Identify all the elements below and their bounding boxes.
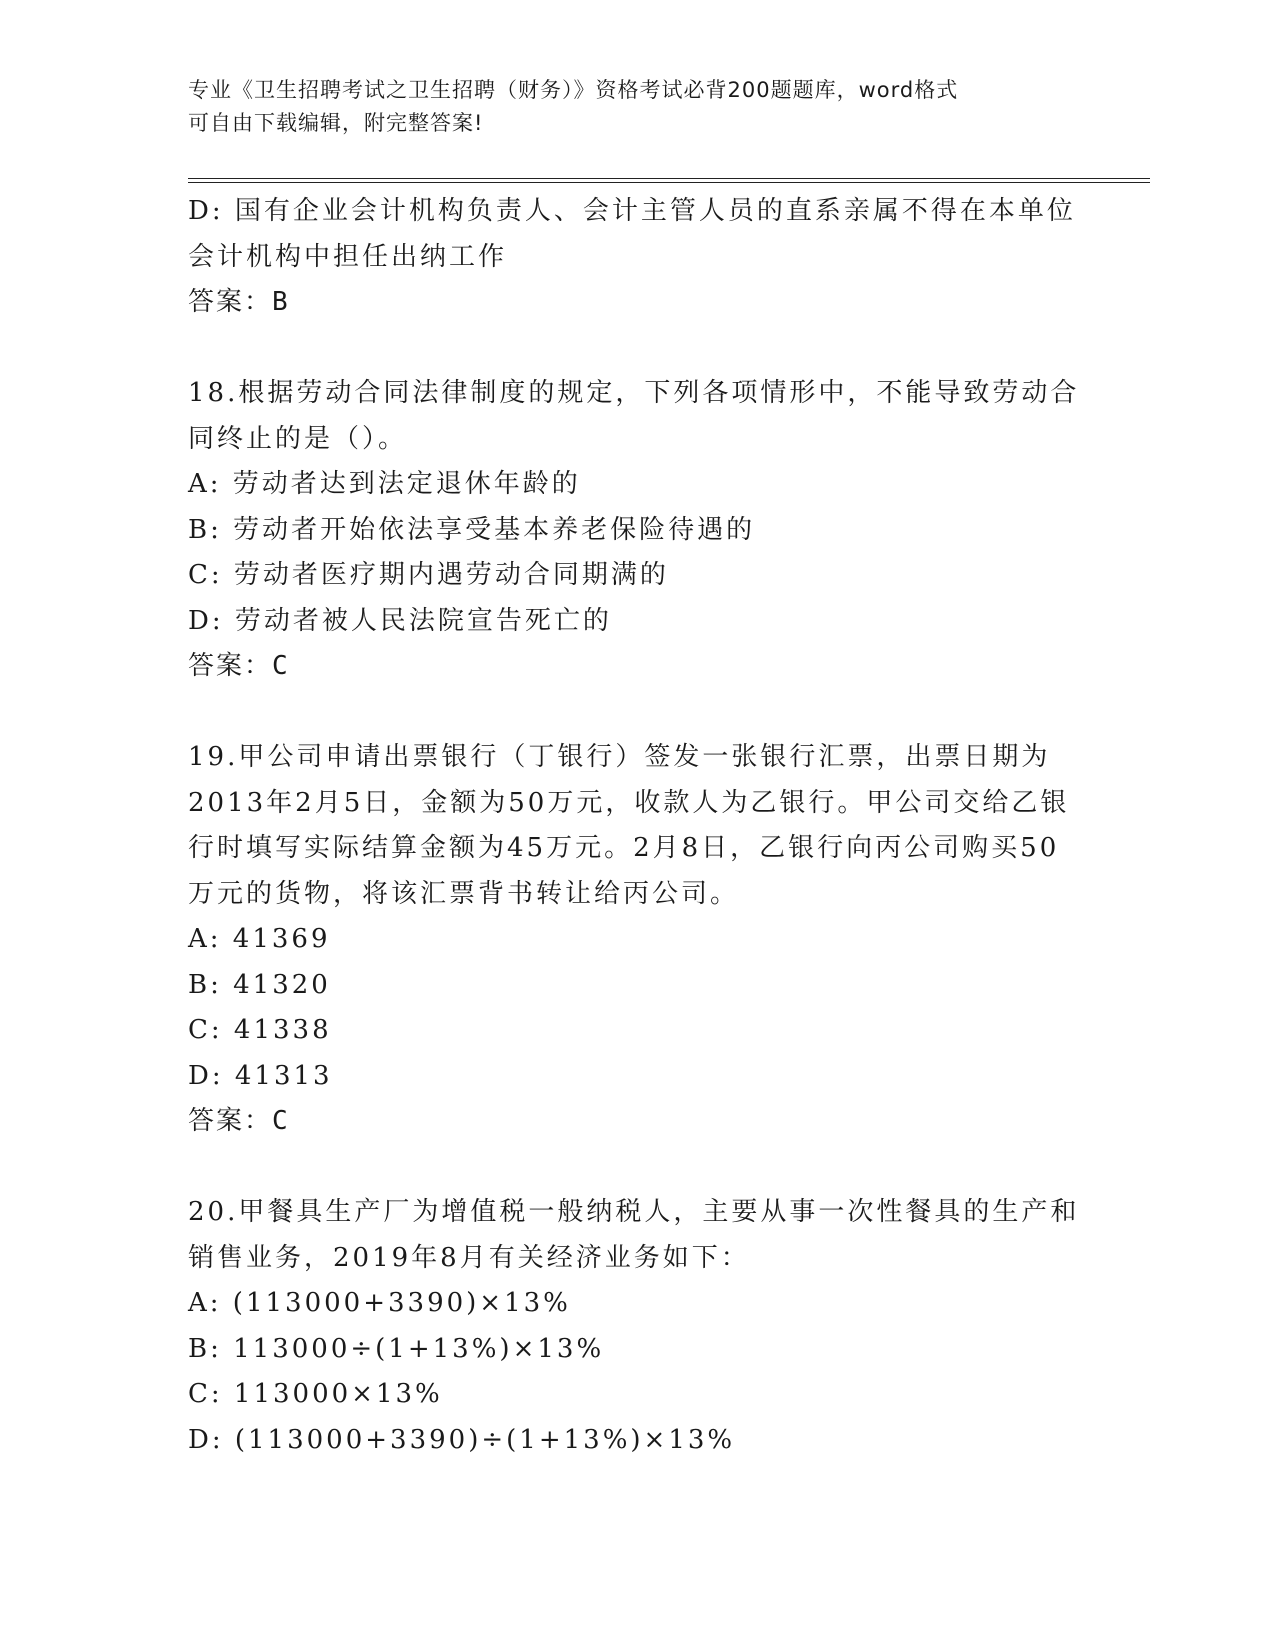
option-a: A: (113000+3390)×13% [188, 1288, 571, 1318]
answer-value: C [272, 1106, 290, 1136]
option-d-line-2: 会计机构中担任出纳工作 [188, 241, 508, 272]
option-a: A: 劳动者达到法定退休年龄的 [188, 469, 581, 499]
answer-line [188, 644, 1088, 690]
question-stem-line: 2013年2月5日，金额为50万元，收款人为乙银行。甲公司交给乙银 [188, 787, 1070, 818]
option-d: D: 41313 [188, 1060, 333, 1091]
header-title-line-1: 专业《卫生招聘考试之卫生招聘（财务）》资格考试必背200题题库，word格式 [188, 78, 959, 102]
option-c: C: 113000×13% [188, 1379, 443, 1409]
question-19 [188, 735, 1088, 1145]
answer-line [188, 1099, 1088, 1145]
option-d-line-1: D: 国有企业会计机构负责人、会计主管人员的直系亲属不得在本单位 [188, 196, 1076, 226]
spacer [188, 1145, 1088, 1191]
option-d: D: (113000+3390)÷(1+13%)×13% [188, 1424, 736, 1455]
option-b: B: 113000÷(1+13%)×13% [188, 1333, 605, 1364]
question-stem-line: 销售业务，2019年8月有关经济业务如下： [188, 1242, 750, 1273]
header-title-line-2: 可自由下载编辑，附完整答案! [188, 111, 484, 135]
option-c: C: 41338 [188, 1015, 332, 1045]
answer-label: 答案： [188, 651, 273, 681]
spacer [188, 690, 1088, 736]
question-stem-line: 20.甲餐具生产厂为增值税一般纳税人，主要从事一次性餐具的生产和 [188, 1197, 1080, 1227]
answer-label: 答案： [188, 1106, 273, 1136]
option-a: A: 41369 [188, 924, 331, 954]
question-17-fragment [188, 189, 1088, 326]
header-divider [188, 178, 1150, 183]
question-stem-line: 行时填写实际结算金额为45万元。2月8日，乙银行向丙公司购买50 [188, 833, 1060, 863]
document-body [188, 189, 1088, 1463]
option-c: C: 劳动者医疗期内遇劳动合同期满的 [188, 560, 669, 590]
question-20 [188, 1190, 1088, 1463]
question-18 [188, 371, 1088, 690]
page-header [188, 74, 1068, 140]
answer-line [188, 280, 1088, 326]
spacer [188, 326, 1088, 372]
option-b: B: 劳动者开始依法享受基本养老保险待遇的 [188, 514, 756, 545]
question-stem-line: 19.甲公司申请出票银行（丁银行）签发一张银行汇票，出票日期为 [188, 742, 1051, 772]
option-d: D: 劳动者被人民法院宣告死亡的 [188, 605, 612, 636]
option-b: B: 41320 [188, 969, 331, 1000]
question-stem-line: 万元的货物，将该汇票背书转让给丙公司。 [188, 878, 740, 909]
answer-label: 答案： [188, 287, 273, 317]
question-stem-line: 同终止的是（）。 [188, 423, 408, 454]
answer-value: B [272, 287, 290, 317]
question-stem-line: 18.根据劳动合同法律制度的规定，下列各项情形中，不能导致劳动合 [188, 378, 1080, 408]
answer-value: C [272, 651, 290, 681]
